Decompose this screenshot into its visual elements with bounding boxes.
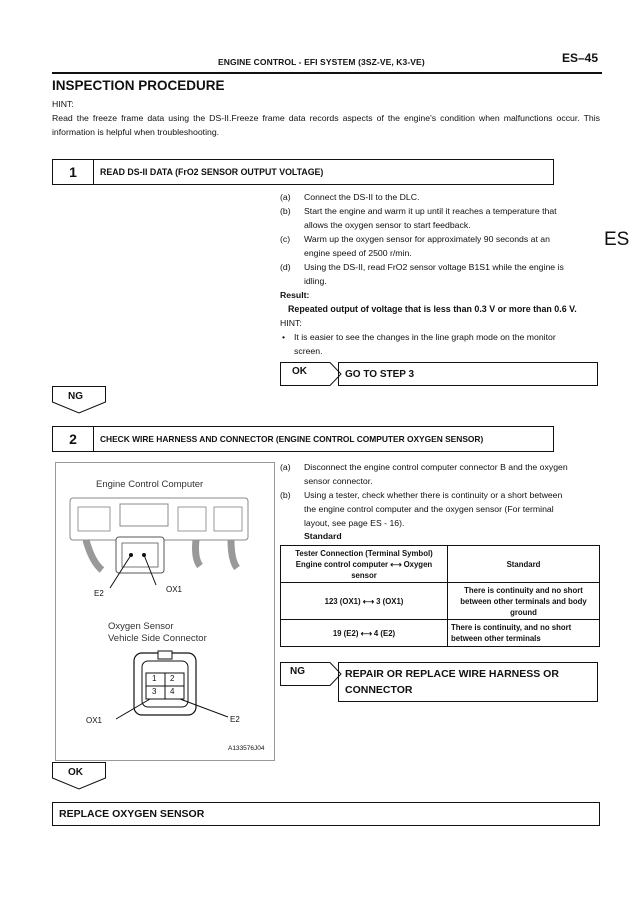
ng-tag-label: NG xyxy=(68,391,83,402)
table-header-cell: Tester Connection (Terminal Symbol) Engine control computer ⟷ Oxygen sensor xyxy=(281,546,448,583)
repair-line-2: CONNECTOR xyxy=(345,684,413,696)
final-step-label: REPLACE OXYGEN SENSOR xyxy=(59,808,205,820)
final-step-box xyxy=(52,802,600,826)
result-text: Repeated output of voltage that is less than 0.3 V or more than 0.6 V. xyxy=(288,304,577,314)
connector-diagram xyxy=(55,462,275,761)
step-2-item-a: (a) Disconnect the engine control computer connector B and the oxygen sensor connector. xyxy=(280,462,568,486)
hint-text: Read the freeze frame data using the DS-II.Freeze frame data records aspects of the engine's condition when malfunctions occur. This information is helpful when troubleshooting. xyxy=(52,113,600,137)
sensor-label-2: Vehicle Side Connector xyxy=(108,633,207,644)
ox1-top-label: OX1 xyxy=(166,585,183,594)
standard-table xyxy=(280,545,600,647)
table-header-cell: Standard xyxy=(448,546,600,583)
step-2-number: 2 xyxy=(53,427,94,451)
table-cell: 123 (OX1) ⟷ 3 (OX1) xyxy=(281,583,448,620)
step-1-number: 1 xyxy=(53,160,94,184)
step-2-header xyxy=(52,426,554,452)
table-header-row xyxy=(281,546,600,583)
e2-bottom-label: E2 xyxy=(230,715,240,724)
sensor-label-1: Oxygen Sensor xyxy=(108,621,174,632)
step-1-item-c: (c) Warm up the oxygen sensor for approximately 90 seconds at an engine speed of 2500 r/min. xyxy=(280,234,550,258)
table-row xyxy=(281,620,600,647)
pin-1: 1 xyxy=(152,674,157,683)
ecu-label: Engine Control Computer xyxy=(96,479,204,490)
step-2-item-b: (b) Using a tester, check whether there is continuity or a short between the engine control computer and the oxygen sensor (For terminal layout, see page ES - 16). xyxy=(280,490,563,528)
pin-3: 3 xyxy=(152,687,157,696)
step-1-item-d: (d) Using the DS-II, read FrO2 sensor voltage B1S1 while the engine is idling. xyxy=(280,262,564,286)
step-1-title: READ DS-II DATA (FrO2 SENSOR OUTPUT VOLTAGE) xyxy=(100,167,324,177)
ox1-bottom-label: OX1 xyxy=(86,716,103,725)
header-rule xyxy=(52,72,602,74)
e2-top-label: E2 xyxy=(94,589,104,598)
step-2-title: CHECK WIRE HARNESS AND CONNECTOR (ENGINE CONTROL COMPUTER OXYGEN SENSOR) xyxy=(100,434,484,444)
table-cell: There is continuity and no short between other terminals and body ground xyxy=(448,583,600,620)
go-to-step-3-label: GO TO STEP 3 xyxy=(345,368,415,380)
ng-tag-label-2: NG xyxy=(290,666,305,677)
hint-label: HINT: xyxy=(52,99,74,109)
step-1-hint-label: HINT: xyxy=(280,318,302,328)
step-1-header xyxy=(52,159,554,185)
table-cell: 19 (E2) ⟷ 4 (E2) xyxy=(281,620,448,647)
step-1-hint-bullet: • It is easier to see the changes in the line graph mode on the monitor screen. xyxy=(282,332,556,356)
pin-2: 2 xyxy=(170,674,175,683)
pin-4: 4 xyxy=(170,687,175,696)
go-to-step-3-box xyxy=(338,362,598,386)
repair-line-1: REPAIR OR REPLACE WIRE HARNESS OR xyxy=(345,668,559,680)
running-header-title: ENGINE CONTROL - EFI SYSTEM (3SZ-VE, K3-VE) xyxy=(218,57,425,67)
page-number: ES–45 xyxy=(562,51,599,65)
diagram-code: A133576J04 xyxy=(228,745,265,752)
result-label: Result: xyxy=(280,290,310,300)
ok-arrow-tag xyxy=(280,362,342,386)
table-row xyxy=(281,583,600,620)
standard-label: Standard xyxy=(304,531,342,541)
ok-tag-label: OK xyxy=(292,366,307,377)
step-1-item-b: (b) Start the engine and warm it up until it reaches a temperature that allows the oxygen sensor to start feedback. xyxy=(280,206,557,230)
table-cell: There is continuity, and no short between other terminals xyxy=(448,620,600,647)
step-1-item-a: (a) Connect the DS-II to the DLC. xyxy=(280,192,420,202)
repair-box xyxy=(338,662,598,702)
section-title: INSPECTION PROCEDURE xyxy=(52,78,225,93)
ok-tag-label-2: OK xyxy=(68,767,83,778)
section-tab: ES xyxy=(604,228,638,252)
